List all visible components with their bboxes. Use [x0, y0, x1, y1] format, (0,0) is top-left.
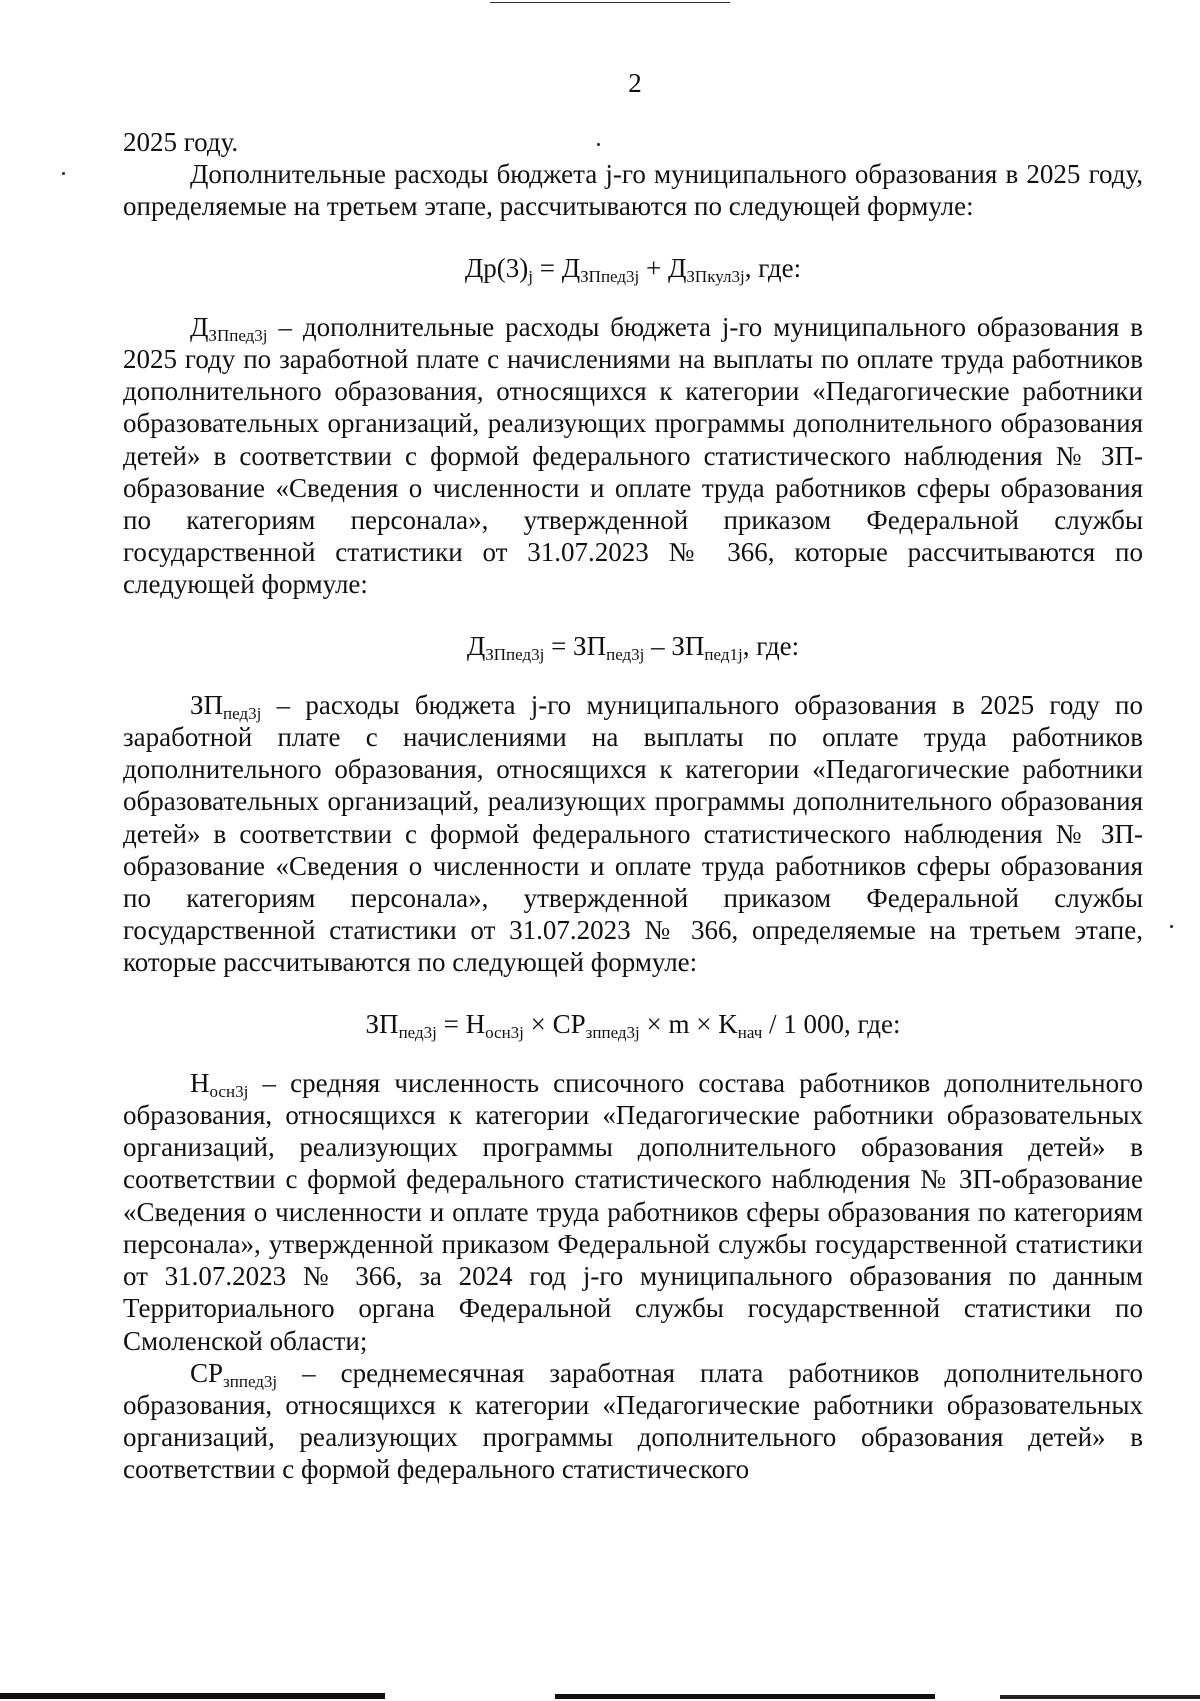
formula-dr3: $Др(3)_j = Д_{ЗПпед3j} + Д_{ЗПкул3j}$, где:: [464, 252, 802, 286]
page-number: 2: [628, 68, 642, 98]
scan-artifact-bottom-far-right: [1000, 1695, 1200, 1699]
scan-artifact-bottom-right: [555, 1694, 935, 1699]
definition-zp-ped: $ЗП_{пед3j}$ – расходы бюджета j-го муниципального образования в 2025 году по заработной плате с начислениями на выплаты по оплате труда работников дополнительного образования, относящихся к категории «Педагогические работники образовательных организаций, реализующих программы дополнительного образования детей» в соответствии с формой федерального статистического наблюдения № ЗП-образование «Сведения о численности и оплате труда работников сферы образования по категориям персонала», утвержденной приказом Федеральной службы государственной статистики от 31.07.2023 № 366, определяемые на третьем этапе, которые рассчитываются по следующей формуле:: [123, 689, 1143, 978]
formula-zp-ped: $ЗП_{пед3j} = Н_{осн3j} \times СР_{зппед3j} \times m \times K_{нач} / 1$ 000, где:: [365, 1008, 901, 1042]
formula-dzp-ped: $Д_{ЗПпед3j} = ЗП_{пед3j} - ЗП_{пед1j}$, где:: [466, 630, 800, 664]
definition-sr-zp-ped: $СР_{зппед3j}$ – среднемесячная заработная плата работников дополнительного образования, относящихся к категории «Педагогические работники образовательных организаций, реализующих программы дополнительного образования детей» в соответствии с формой федерального статистического: [123, 1357, 1143, 1485]
paragraph-intro-tail: 2025 году.: [123, 127, 239, 157]
scan-artifact-bottom-left: [0, 1693, 385, 1699]
scan-speck: [1170, 925, 1173, 928]
scan-artifact-top: [490, 2, 730, 3]
definition-n-osn: $Н_{осн3j}$ – средняя численность списочного состава работников дополнительного образования, относящихся к категории «Педагогические работники образовательных организаций, реализующих программы дополнительного образования детей» в соответствии с формой федерального статистического наблюдения № ЗП-образование «Сведения о численности и оплате труда работников сферы образования по категориям персонала», утвержденной приказом Федеральной службы государственной статистики от 31.07.2023 № 366, за 2024 год j-го муниципального образования по данным Территориального органа Федеральной службы государственной статистики по Смоленской области;: [123, 1067, 1143, 1356]
definition-dzp-ped: $Д_{ЗПпед3j}$ – дополнительные расходы бюджета j-го муниципального образования в 2025 году по заработной плате с начислениями на выплаты по оплате труда работников дополнительного образования, относящихся к категории «Педагогические работники образовательных организаций, реализующих программы дополнительного образования детей» в соответствии с формой федерального статистического наблюдения № ЗП-образование «Сведения о численности и оплате труда работников сферы образования по категориям персонала», утвержденной приказом Федеральной службы государственной статистики от 31.07.2023 № 366, которые рассчитываются по следующей формуле:: [123, 311, 1143, 600]
paragraph-intro: Дополнительные расходы бюджета j-го муниципального образования в 2025 году, определяемые на третьем этапе, рассчитываются по следующей формуле:: [123, 159, 1143, 222]
scan-speck: [62, 172, 65, 175]
document-body: [123, 126, 1143, 1486]
